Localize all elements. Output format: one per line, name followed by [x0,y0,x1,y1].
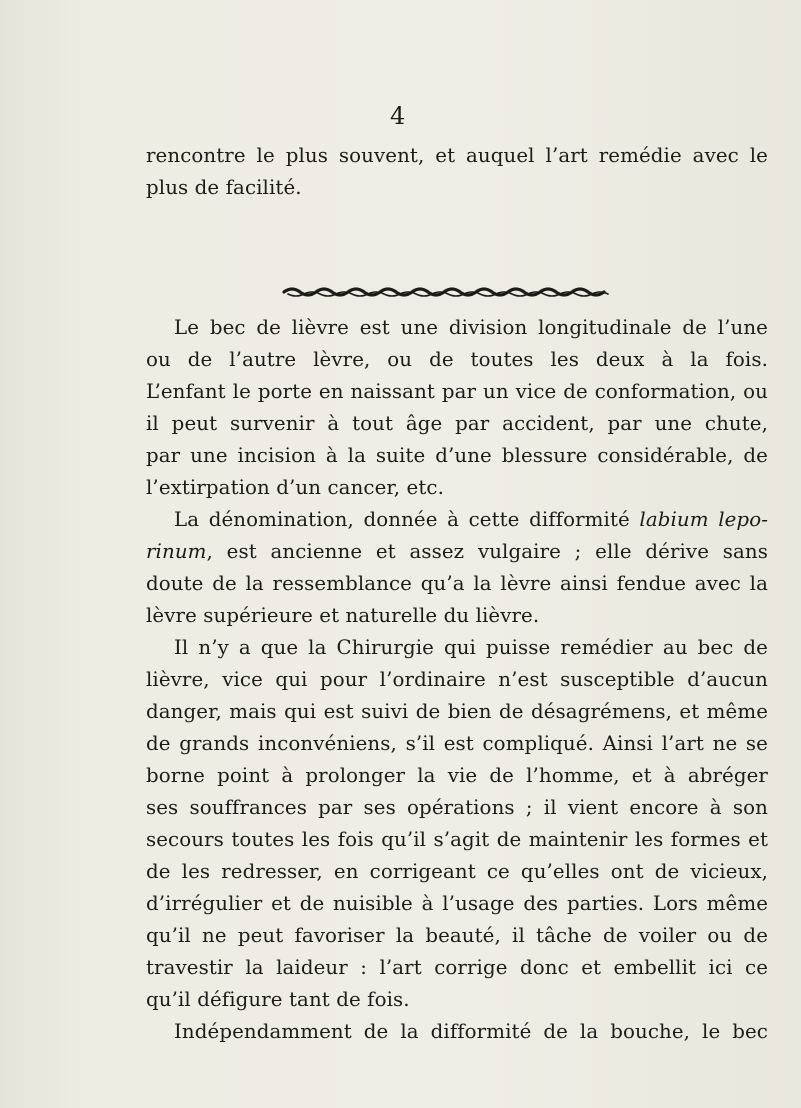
text-line: travestir la laideur : l’art corrige donc et embellit ici ce [146,956,768,979]
text-line: danger, mais qui est suivi de bien de désagrémens, et même [146,700,768,723]
text-line: lèvre supérieure et naturelle du lièvre. [146,604,540,627]
text-line: l’extirpation d’un cancer, etc. [146,476,444,499]
text-segment: La dénomination, donnée à cette difformité [174,508,630,531]
text-line: d’irrégulier et de nuisible à l’usage des parties. Lors même [146,892,768,915]
ornamental-divider [282,285,612,299]
body-text [146,312,768,1048]
text-line: secours toutes les fois qu’il s’agit de maintenir les formes et [146,828,768,851]
text-segment: , est ancienne et assez vulgaire ; elle dérive sans [206,540,768,563]
text-line [146,536,768,568]
text-line: plus de facilité. [146,176,302,199]
text-line: Le bec de lièvre est une division longitudinale de l’une [174,316,768,339]
latin-term: rinum [146,540,207,563]
text-line: lièvre, vice qui pour l’ordinaire n’est susceptible d’aucun [146,668,768,691]
text-line: par une incision à la suite d’une blessure considérable, de [146,444,768,467]
text-line: qu’il ne peut favoriser la beauté, il tâche de voiler ou de [146,924,768,947]
text-line: ou de l’autre lèvre, ou de toutes les deux à la fois. [146,348,768,371]
text-line: de grands inconvéniens, s’il est compliqué. Ainsi l’art ne se [146,732,768,755]
page-number: 4 [390,102,406,130]
text-line: doute de la ressemblance qu’a la lèvre ainsi fendue avec la [146,572,768,595]
text-line: Indépendamment de la difformité de la bouche, le bec [174,1020,768,1043]
text-line: borne point à prolonger la vie de l’homme, et à abréger [146,764,768,787]
text-line: L’enfant le porte en naissant par un vice de conformation, ou [146,380,768,403]
text-line: rencontre le plus souvent, et auquel l’art remédie avec le [146,144,768,167]
opening-fragment [146,140,768,204]
latin-term: labium lepo- [639,508,768,531]
text-line: de les redresser, en corrigeant ce qu’elles ont de vicieux, [146,860,768,883]
text-line: il peut survenir à tout âge par accident, par une chute, [146,412,768,435]
text-line: Il n’y a que la Chirurgie qui puisse remédier au bec de [174,636,768,659]
text-line [146,504,768,536]
text-line: ses souffrances par ses opérations ; il vient encore à son [146,796,768,819]
text-line: qu’il défigure tant de fois. [146,988,410,1011]
